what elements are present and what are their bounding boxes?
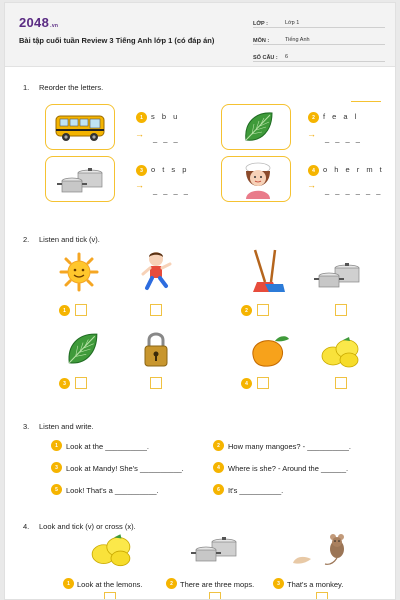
item-badge: 4 (213, 462, 224, 473)
item-badge: 3 (273, 578, 284, 589)
meta-row-subject (253, 31, 385, 45)
item-badge: 2 (241, 305, 252, 316)
section-title-text: Reorder the letters. (39, 83, 104, 92)
tick-cross-checkbox[interactable] (209, 592, 221, 600)
logo-suffix: .vn (50, 23, 59, 29)
section-1-title (23, 83, 103, 92)
item-badge: 4 (308, 165, 319, 176)
tick-cross-checkbox[interactable] (316, 592, 328, 600)
lemons-icon (89, 533, 133, 567)
meta-block (253, 14, 385, 65)
arrow-icon: → (135, 180, 144, 190)
write-sentence[interactable]: Look! That's a __________. (66, 486, 159, 495)
section-number: 1. (23, 83, 30, 92)
mango-icon (247, 335, 291, 369)
item-badge: 3 (136, 165, 147, 176)
item-badge: 1 (59, 305, 70, 316)
write-sentence[interactable]: Look at Mandy! She's __________. (66, 464, 184, 473)
pots-icon (189, 533, 243, 567)
tick-checkbox[interactable] (75, 304, 87, 316)
picture-frame-leaf (221, 104, 291, 150)
section-number: 2. (23, 235, 30, 244)
answer-blank[interactable]: _ _ _ _ _ _ (325, 186, 383, 195)
meta-value: Lớp 1 (285, 20, 300, 26)
answer-blank[interactable]: _ _ _ (153, 134, 180, 143)
answer-blank[interactable]: _ _ _ _ (325, 134, 362, 143)
write-sentence[interactable]: How many mangoes? - __________. (228, 442, 351, 451)
section-number: 4. (23, 522, 30, 531)
mother-icon (240, 161, 276, 199)
section-2-title (23, 235, 100, 244)
picture-frame-bus (45, 104, 115, 150)
pots-icon (313, 259, 365, 293)
arrow-icon: → (307, 129, 316, 139)
tick-checkbox[interactable] (150, 304, 162, 316)
tick-checkbox[interactable] (257, 377, 269, 389)
section-3-title (23, 422, 94, 431)
meta-value: 6 (285, 54, 289, 60)
scrambled-letters: o t s p (151, 165, 189, 174)
section-number: 3. (23, 422, 30, 431)
worksheet-header (5, 3, 395, 67)
item-badge: 1 (51, 440, 62, 451)
statement-text: There are three mops. (180, 580, 255, 589)
padlock-icon (143, 330, 169, 368)
section-title-text: Look and tick (v) or cross (x). (39, 522, 136, 531)
mops-icon (245, 248, 289, 294)
logo-text: 2048 (19, 15, 50, 30)
page-title: Bài tập cuối tuần Review 3 Tiếng Anh lớp 1 (có đáp án) (19, 36, 215, 45)
tick-checkbox[interactable] (257, 304, 269, 316)
section-title-text: Listen and tick (v). (39, 235, 100, 244)
mouse-icon (289, 531, 355, 569)
write-sentence[interactable]: It's __________. (228, 486, 284, 495)
worksheet-page (4, 2, 396, 600)
answer-line (351, 101, 381, 102)
arrow-icon: → (307, 180, 316, 190)
picture-frame-mother (221, 156, 291, 202)
cooking-pots-icon (56, 163, 108, 197)
tick-cross-checkbox[interactable] (104, 592, 116, 600)
item-badge: 5 (51, 484, 62, 495)
boy-running-icon (141, 250, 173, 292)
meta-row-class (253, 14, 385, 28)
tick-checkbox[interactable] (335, 304, 347, 316)
sun-icon (59, 252, 99, 292)
school-bus-icon (54, 113, 108, 143)
item-badge: 2 (308, 112, 319, 123)
statement-text: Look at the lemons. (77, 580, 143, 589)
lemons-icon (319, 336, 361, 368)
write-sentence[interactable]: Where is she? - Around the ______. (228, 464, 349, 473)
scrambled-letters: o h e r m t (323, 165, 385, 174)
site-logo[interactable] (19, 15, 58, 30)
item-badge: 1 (136, 112, 147, 123)
meta-label: MÔN : (253, 38, 270, 44)
item-badge: 3 (59, 378, 70, 389)
tick-checkbox[interactable] (75, 377, 87, 389)
item-badge: 2 (166, 578, 177, 589)
tick-checkbox[interactable] (150, 377, 162, 389)
scrambled-letters: f e a l (323, 112, 359, 121)
meta-row-count (253, 48, 385, 62)
section-title-text: Listen and write. (39, 422, 94, 431)
leaf-icon (65, 331, 99, 367)
scrambled-letters: s b u (151, 112, 180, 121)
item-badge: 4 (241, 378, 252, 389)
item-badge: 6 (213, 484, 224, 495)
tick-checkbox[interactable] (335, 377, 347, 389)
picture-frame-pots (45, 156, 115, 202)
item-badge: 1 (63, 578, 74, 589)
meta-value: Tiếng Anh (285, 37, 310, 43)
item-badge: 3 (51, 462, 62, 473)
meta-label: SỐ CÂU : (253, 55, 278, 61)
statement-text: That's a monkey. (287, 580, 344, 589)
write-sentence[interactable]: Look at the __________. (66, 442, 149, 451)
section-4-title (23, 522, 136, 531)
item-badge: 2 (213, 440, 224, 451)
leaf-icon (242, 110, 274, 144)
arrow-icon: → (135, 129, 144, 139)
answer-blank[interactable]: _ _ _ _ (153, 186, 190, 195)
meta-label: LỚP : (253, 21, 268, 27)
